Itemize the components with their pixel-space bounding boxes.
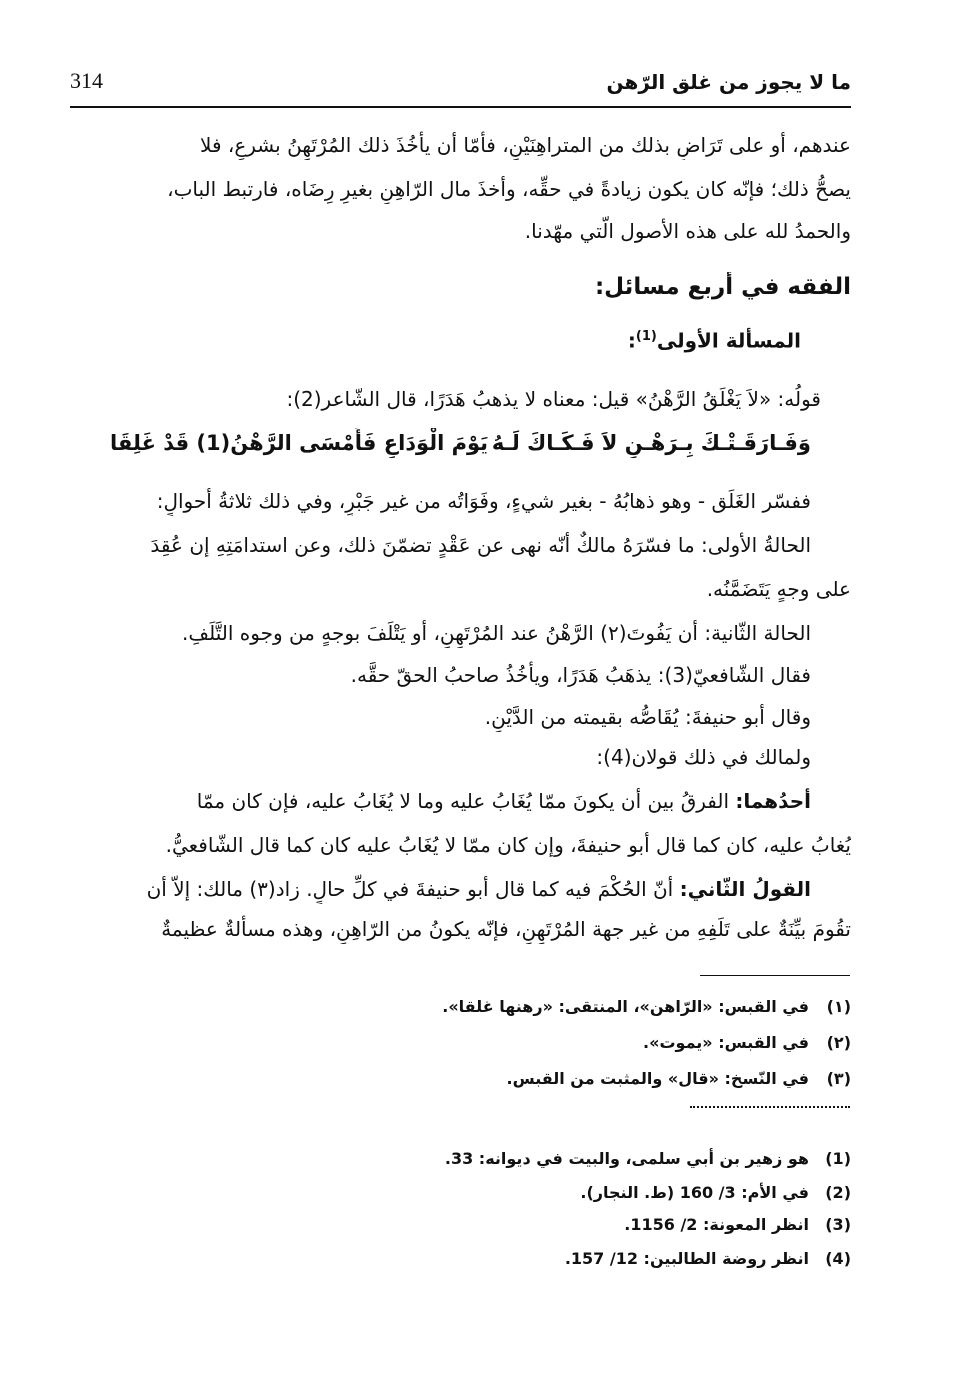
footnote-text: انظر المعونة: 2/ 1156. <box>624 1215 809 1234</box>
hadith-quote: قولُه: «لاَ يَغْلَقُ الرَّهْنُ» قيل: معناه لا يذهبُ هَدَرًا، قال الشّاعر(2): <box>286 387 821 411</box>
body-line: ولمالك في ذلك قولان(4): <box>596 745 811 769</box>
body-line: وقال أبو حنيفةَ: يُقَاصُّه بقيمته من الدَّيْنِ. <box>484 705 811 729</box>
footnote-number: (٢) <box>826 1033 851 1052</box>
issue-colon: : <box>627 328 636 353</box>
footnote-number: (١) <box>826 997 851 1016</box>
body-line: يصحُّ ذلك؛ فإنّه كان يكون زيادةً في حقِّه، وأخذَ مال الرّاهِنِ بغيرِ رِضَاه، فارتبط الباب، <box>167 177 851 201</box>
body-line: الحالةُ الأولى: ما فسّرَهُ مالكٌ أنّه نهى عن عَقْدٍ تضمّنَ ذلك، وعن استدامَتِهِ إن عُقِدَ <box>150 533 811 557</box>
body-line: تقُومَ بيِّنَةٌ على تَلَفِهِ من غير جهة المُرْتَهِنِ، فإنّه يكونُ من الرّاهِنِ، وهذه مسألةٌ عظيمةٌ <box>161 917 851 941</box>
editor-note <box>300 1246 851 1272</box>
body-line: فقال الشّافعيّ(3): يذهَبُ هَدَرًا، ويأخُذُ صاحبُ الحقّ حقَّه. <box>350 663 811 687</box>
opinion-text: أنّ الحُكْمَ فيه كما قال أبو حنيفةَ في كلِّ حالٍ. زاد(٣) مالك: إلاّ أن <box>146 877 680 901</box>
footnote-text: في النّسخ: «قال» والمثبت من القبس. <box>506 1069 809 1088</box>
footnote-number: (2) <box>825 1183 851 1202</box>
opinion-label: القولُ الثّاني: <box>679 877 811 901</box>
opinion-text: الفرقُ بين أن يكونَ ممّا يُغَابُ عليه وما لا يُغَابُ عليه، فإن كان ممّا <box>196 789 736 813</box>
issue-heading <box>70 322 801 356</box>
body-line: ففسّر الغَلَق - وهو ذهابُهُ - بغير شيءٍ، وفَوَاتُه من غير جَبْرٍ، وفي ذلك ثلاثةُ أحوالٍ: <box>156 489 811 513</box>
editor-note <box>300 1146 851 1172</box>
footnote-text: في الأم: 3/ 160 (ط. النجار). <box>580 1183 809 1202</box>
footnote-text: في القبس: «يموت». <box>643 1033 809 1052</box>
poetry-verse <box>110 428 811 458</box>
footnote-separator <box>700 975 850 976</box>
footnote-number: (3) <box>825 1215 851 1234</box>
footnote-text: انظر روضة الطالبين: 12/ 157. <box>564 1249 809 1268</box>
editor-notes-separator <box>690 1106 850 1108</box>
verse-first-hemistich: وَفَـارَقَـتْـكَ بِـرَهْـنٍ لاَ فَـكَـاكَ لَـهُ <box>491 431 811 455</box>
editor-note <box>300 1212 851 1238</box>
footnote-number: (4) <box>825 1249 851 1268</box>
body-line: على وجهٍ يَتَضَمَّنُه. <box>706 577 851 601</box>
footnote-number: (1) <box>825 1149 851 1168</box>
body-line: والحمدُ لله على هذه الأصول الّتي مهّدنا. <box>524 219 851 243</box>
editor-note <box>300 1180 851 1206</box>
body-line: عندهم، أو على تَرَاضٍ بذلك من المتراهِنَيْنِ، فأمّا أن يأخُذَ ذلك المُرْتَهِنُ بشرعٍ، فلا <box>200 133 851 157</box>
section-heading: الفقه في أربع مسائل: <box>594 274 851 300</box>
running-title: ما لا يجوز من غلق الرّهن <box>606 70 851 94</box>
body-line <box>70 874 811 904</box>
page-number: 314 <box>70 68 103 93</box>
body-line: الحالة الثّانية: أن يَفُوتَ(٢) الرَّهْنُ عند المُرْتَهِنِ، أو يَتْلَفَ بوجهٍ من وجوه التَّلَفِ. <box>182 621 811 645</box>
footnote-text: في القبس: «الرّاهن»، المنتقى: «رهنها غلقا». <box>442 997 809 1016</box>
footnote <box>300 1030 851 1056</box>
opinion-label: أحدُهما: <box>735 789 811 813</box>
footnote <box>300 994 851 1020</box>
issue-title: المسألة الأولى <box>656 328 801 353</box>
footnote-text: هو زهير بن أبي سلمى، والبيت في ديوانه: 33. <box>444 1149 809 1168</box>
body-line <box>70 786 811 816</box>
body-line: يُغابُ عليه، كان كما قال أبو حنيفةَ، وإن كان ممّا لا يُغَابُ عليه كان كما قال الشّافعيُّ. <box>165 833 851 857</box>
page-header <box>70 66 851 108</box>
footnote <box>300 1066 851 1092</box>
verse-second-hemistich: يَوْمَ الْوَدَاعِ فَأَمْسَى الرَّهْنُ(1) قَدْ غَلِقَا <box>110 431 489 455</box>
footnote-ref: (1) <box>635 329 657 344</box>
footnote-number: (٣) <box>826 1069 851 1088</box>
